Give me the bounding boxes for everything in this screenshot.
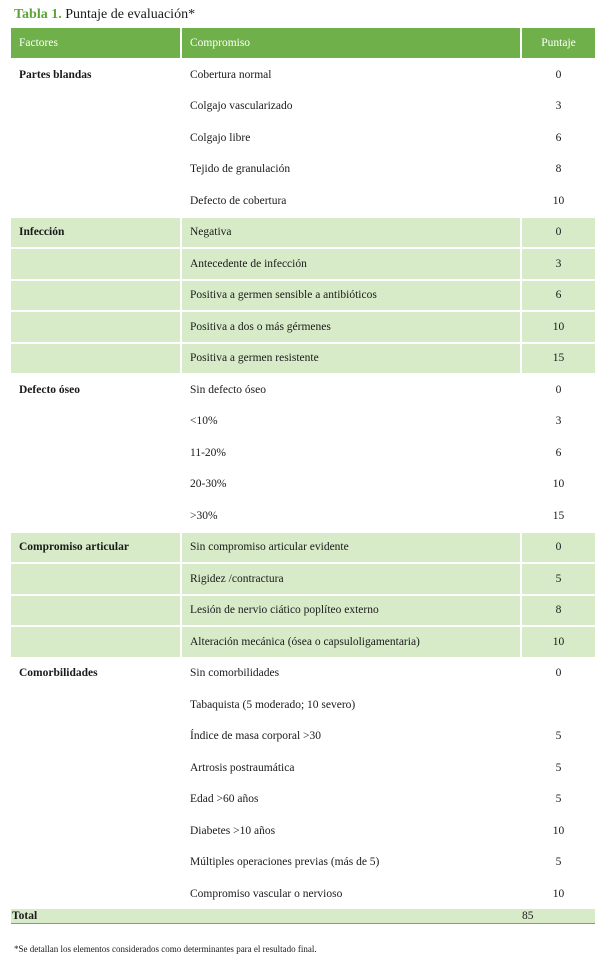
row-puntaje: 3 [521,91,595,123]
row-puntaje: 0 [521,59,595,91]
row-factor [11,154,181,186]
header-compromiso: Compromiso [181,28,521,59]
row-factor [11,280,181,312]
row-compromiso: Positiva a dos o más gérmenes [181,311,521,343]
row-compromiso: Sin defecto óseo [181,374,521,406]
row-puntaje: 0 [521,217,595,249]
row-compromiso: Múltiples operaciones previas (más de 5) [181,847,521,879]
row-factor [11,248,181,280]
table-footnote: *Se detallan los elementos considerados como determinantes para el resultado final. [14,944,317,954]
table-row [11,122,595,154]
row-compromiso: Edad >60 años [181,784,521,816]
row-compromiso: Alteración mecánica (ósea o capsuloligamentaria) [181,626,521,658]
row-puntaje: 3 [521,406,595,438]
row-factor [11,721,181,753]
row-compromiso: 20-30% [181,469,521,501]
row-factor: Compromiso articular [11,532,181,564]
row-factor [11,91,181,123]
row-factor [11,815,181,847]
row-factor [11,343,181,375]
table-row [11,280,595,312]
table-caption-title: Puntaje de evaluación* [65,7,196,22]
table-row [11,815,595,847]
table-row [11,847,595,879]
row-puntaje: 0 [521,532,595,564]
row-compromiso: Colgajo libre [181,122,521,154]
table-row [11,248,595,280]
table-row [11,185,595,217]
row-puntaje: 5 [521,721,595,753]
row-puntaje: 15 [521,343,595,375]
table-row [11,752,595,784]
table-row [11,500,595,532]
total-item [181,909,521,924]
row-factor: Partes blandas [11,59,181,91]
row-puntaje: 5 [521,563,595,595]
row-compromiso: Rigidez /contractura [181,563,521,595]
row-puntaje: 8 [521,595,595,627]
row-compromiso: Tabaquista (5 moderado; 10 severo) [181,689,521,721]
row-puntaje: 0 [521,374,595,406]
row-compromiso: Negativa [181,217,521,249]
row-puntaje: 3 [521,248,595,280]
table-caption [14,6,195,24]
row-factor [11,500,181,532]
row-puntaje [521,689,595,721]
table-row [11,217,595,249]
row-factor: Infección [11,217,181,249]
row-compromiso: Tejido de granulación [181,154,521,186]
row-factor [11,406,181,438]
row-factor [11,469,181,501]
row-compromiso: Lesión de nervio ciático poplíteo externo [181,595,521,627]
row-compromiso: Defecto de cobertura [181,185,521,217]
row-puntaje: 10 [521,311,595,343]
row-factor [11,595,181,627]
row-puntaje: 10 [521,626,595,658]
row-compromiso: Antecedente de infección [181,248,521,280]
row-puntaje: 6 [521,437,595,469]
table-row [11,563,595,595]
table-row [11,469,595,501]
row-compromiso: Sin comorbilidades [181,658,521,690]
row-puntaje: 8 [521,154,595,186]
table-body [11,59,595,909]
total-label: Total [11,909,181,924]
table-row [11,626,595,658]
row-factor [11,626,181,658]
row-factor [11,847,181,879]
row-factor: Defecto óseo [11,374,181,406]
total-score: 85 [521,909,595,924]
table-row [11,658,595,690]
table-row [11,374,595,406]
row-compromiso: Artrosis postraumática [181,752,521,784]
row-puntaje: 10 [521,469,595,501]
row-compromiso: >30% [181,500,521,532]
row-puntaje: 10 [521,185,595,217]
table-row [11,154,595,186]
row-puntaje: 10 [521,878,595,909]
table-header-row [11,28,595,59]
row-puntaje: 15 [521,500,595,532]
row-puntaje: 6 [521,280,595,312]
table-row [11,91,595,123]
table-row [11,595,595,627]
row-compromiso: <10% [181,406,521,438]
table-row [11,59,595,91]
row-puntaje: 6 [521,122,595,154]
header-puntaje: Puntaje [541,37,576,49]
row-factor [11,784,181,816]
row-factor [11,563,181,595]
row-factor [11,689,181,721]
table-row [11,784,595,816]
table-row [11,311,595,343]
row-factor [11,878,181,909]
row-puntaje: 5 [521,752,595,784]
row-compromiso: Diabetes >10 años [181,815,521,847]
row-puntaje: 10 [521,815,595,847]
row-compromiso: 11-20% [181,437,521,469]
row-factor [11,437,181,469]
row-factor [11,311,181,343]
row-compromiso: Positiva a germen sensible a antibióticos [181,280,521,312]
row-compromiso: Compromiso vascular o nervioso [181,878,521,909]
row-factor [11,752,181,784]
header-factores: Factores [11,28,181,59]
table-row [11,689,595,721]
row-puntaje: 0 [521,658,595,690]
row-factor [11,122,181,154]
row-compromiso: Cobertura normal [181,59,521,91]
row-puntaje: 5 [521,847,595,879]
table-row [11,406,595,438]
row-factor: Comorbilidades [11,658,181,690]
table-row [11,532,595,564]
evaluation-score-table [11,28,595,924]
table-row [11,437,595,469]
table-row [11,343,595,375]
row-compromiso: Positiva a germen resistente [181,343,521,375]
table-row [11,878,595,909]
row-puntaje: 5 [521,784,595,816]
row-compromiso: Colgajo vascularizado [181,91,521,123]
row-compromiso: Índice de masa corporal >30 [181,721,521,753]
table-caption-label: Tabla 1. [14,7,62,22]
table-row [11,721,595,753]
row-factor [11,185,181,217]
total-row [11,909,595,924]
row-compromiso: Sin compromiso articular evidente [181,532,521,564]
